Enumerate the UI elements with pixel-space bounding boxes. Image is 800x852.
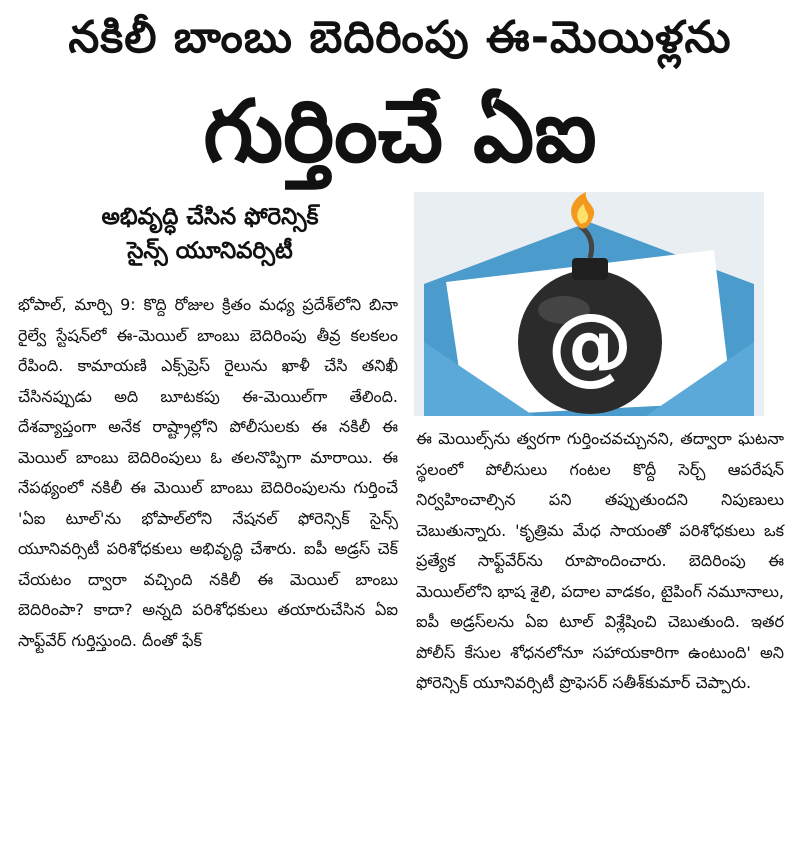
headline-line-2: గుర్తించే ఏఐ — [203, 82, 597, 182]
subheadline — [40, 200, 380, 268]
article-column-right: ఈ మెయిల్స్‌ను త్వరగా గుర్తించవచ్చునని, తద్వారా ఘటనా స్థలంలో పోలీసులు గంటల కొద్దీ సెర్చ్ ఆపరేషన్ నిర్వహించాల్సిన పని తప్పుతుందని నిపుణులు చెబుతున్నారు. 'కృత్రిమ మేధ సాయంతో పరిశోధకులు ఒక ప్రత్యేక సాఫ్ట్‌వేర్‌ను రూపొందించారు. బెదిరింపు ఈ మెయిల్‌లోని భాష శైలి, పదాల వాడకం, టైపింగ్ నమూనాలు, ఐపీ అడ్రస్‌లను ఏఐ టూల్ విశ్లేషించి చెబుతుంది. ఇతర పోలీస్ కేసుల శోధనలోనూ సహాయకారిగా ఉంటుంది' అని ఫోరెన్సిక్ యూనివర్సిటీ ప్రొఫెసర్ సతీశ్‌కుమార్ చెప్పారు. — [416, 429, 784, 692]
subheadline-line-1: అభివృద్ధి చేసిన ఫోరెన్సిక్ — [101, 204, 319, 230]
email-bomb-icon — [414, 192, 764, 416]
at-symbol: @ — [547, 295, 633, 395]
article-column-left: భోపాల్, మార్చి 9: కొద్ది రోజుల క్రితం మధ్య ప్రదేశ్‌లోని బినా రైల్వే స్టేషన్‌లో ఈ-మెయిల్ బాంబు బెదిరింపు తీవ్ర కలకలం రేపింది. కామాయణి ఎక్స్‌ప్రెస్ రైలును ఖాళీ చేసి తనిఖీ చేసినప్పుడు అది బూటకపు ఈ-మెయిల్‌గా తేలింది. దేశవ్యాప్తంగా అనేక రాష్ట్రాల్లోని పోలీసులకు ఈ నకిలీ ఈ మెయిల్ బాంబు బెదిరింపులు ఓ తలనొప్పిగా మారాయి. ఈ నేపథ్యంలో నకిలీ ఈ మెయిల్ బాంబు బెదిరింపులను గుర్తించే 'ఏఐ టూల్'ను భోపాల్‌లోని నేషనల్ ఫోరెన్సిక్ సైన్స్ యూనివర్సిటీ పరిశోధకులు అభివృద్ధి చేశారు. ఐపీ అడ్రస్ చెక్ చేయటం ద్వారా వచ్చింది నకిలీ ఈ మెయిల్ బాంబు బెదిరింపా? కాదా? అన్నది పరిశోధకులు తయారుచేసిన ఏఐ సాఫ్ట్‌వేర్ గుర్తిస్తుంది. దీంతో ఫేక్ — [18, 295, 398, 650]
subheadline-line-2: సైన్స్ యూనివర్సిటీ — [127, 238, 293, 264]
bomb-cap — [572, 258, 608, 280]
headline-line-1: నకిలీ బాంబు బెదిరింపు ఈ-మెయిళ్లను — [68, 12, 732, 63]
